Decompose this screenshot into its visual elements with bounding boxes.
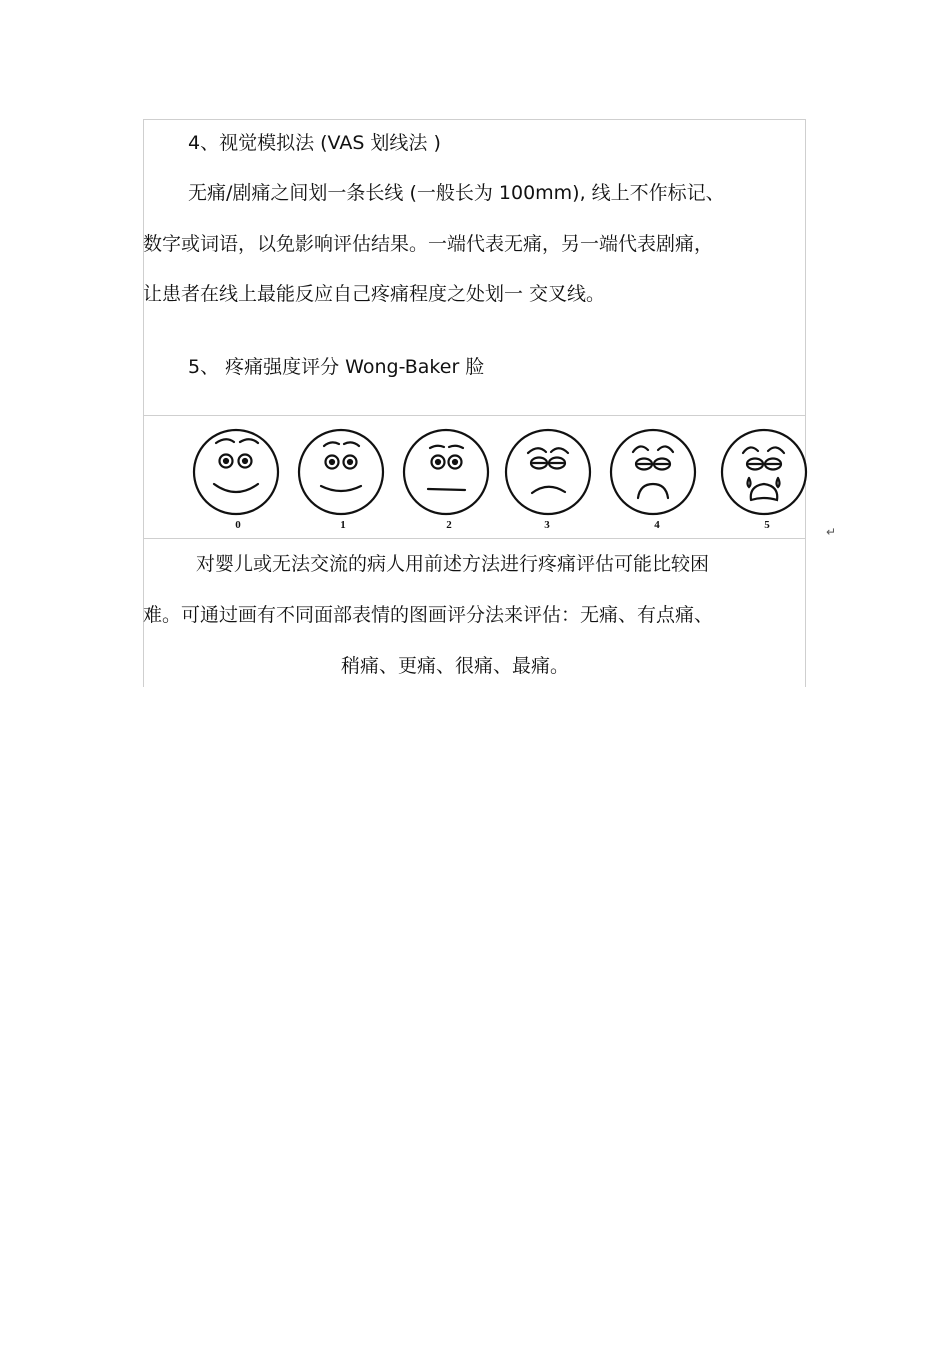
- description-line-3: 稍痛、更痛、很痛、最痛。: [341, 655, 570, 677]
- face-1-icon: [299, 430, 383, 514]
- section4-line-3: 让患者在线上最能反应自己疼痛程度之处划一 交叉线。: [143, 283, 606, 305]
- face-0-label: 0: [235, 519, 241, 531]
- section4-line-2: 数字或词语，以免影响评估结果。一端代表无痛，另一端代表剧痛，: [143, 233, 714, 255]
- face-0-icon: [194, 430, 278, 514]
- paragraph-return-mark: ↵: [826, 525, 837, 539]
- face-5-icon: [722, 430, 806, 514]
- face-2-icon: [404, 430, 488, 514]
- face-1-label: 1: [340, 519, 346, 531]
- face-4-label: 4: [654, 519, 660, 531]
- face-3-label: 3: [544, 519, 550, 531]
- face-2-label: 2: [446, 519, 452, 531]
- face-5-label: 5: [764, 519, 770, 531]
- face-4-icon: [611, 430, 695, 514]
- section4-line-1: 无痛/剧痛之间划一条长线 (一般长为 100mm), 线上不作标记、: [188, 182, 725, 204]
- face-3-icon: [506, 430, 590, 514]
- description-line-1: 对婴儿或无法交流的病人用前述方法进行疼痛评估可能比较困: [196, 553, 710, 575]
- section5-heading: 5、 疼痛强度评分 Wong-Baker 脸: [188, 356, 485, 378]
- section4-heading: 4、视觉模拟法 (VAS 划线法 ): [188, 132, 441, 154]
- description-line-2: 难。可通过画有不同面部表情的图画评分法来评估：无痛、有点痛、: [143, 604, 714, 626]
